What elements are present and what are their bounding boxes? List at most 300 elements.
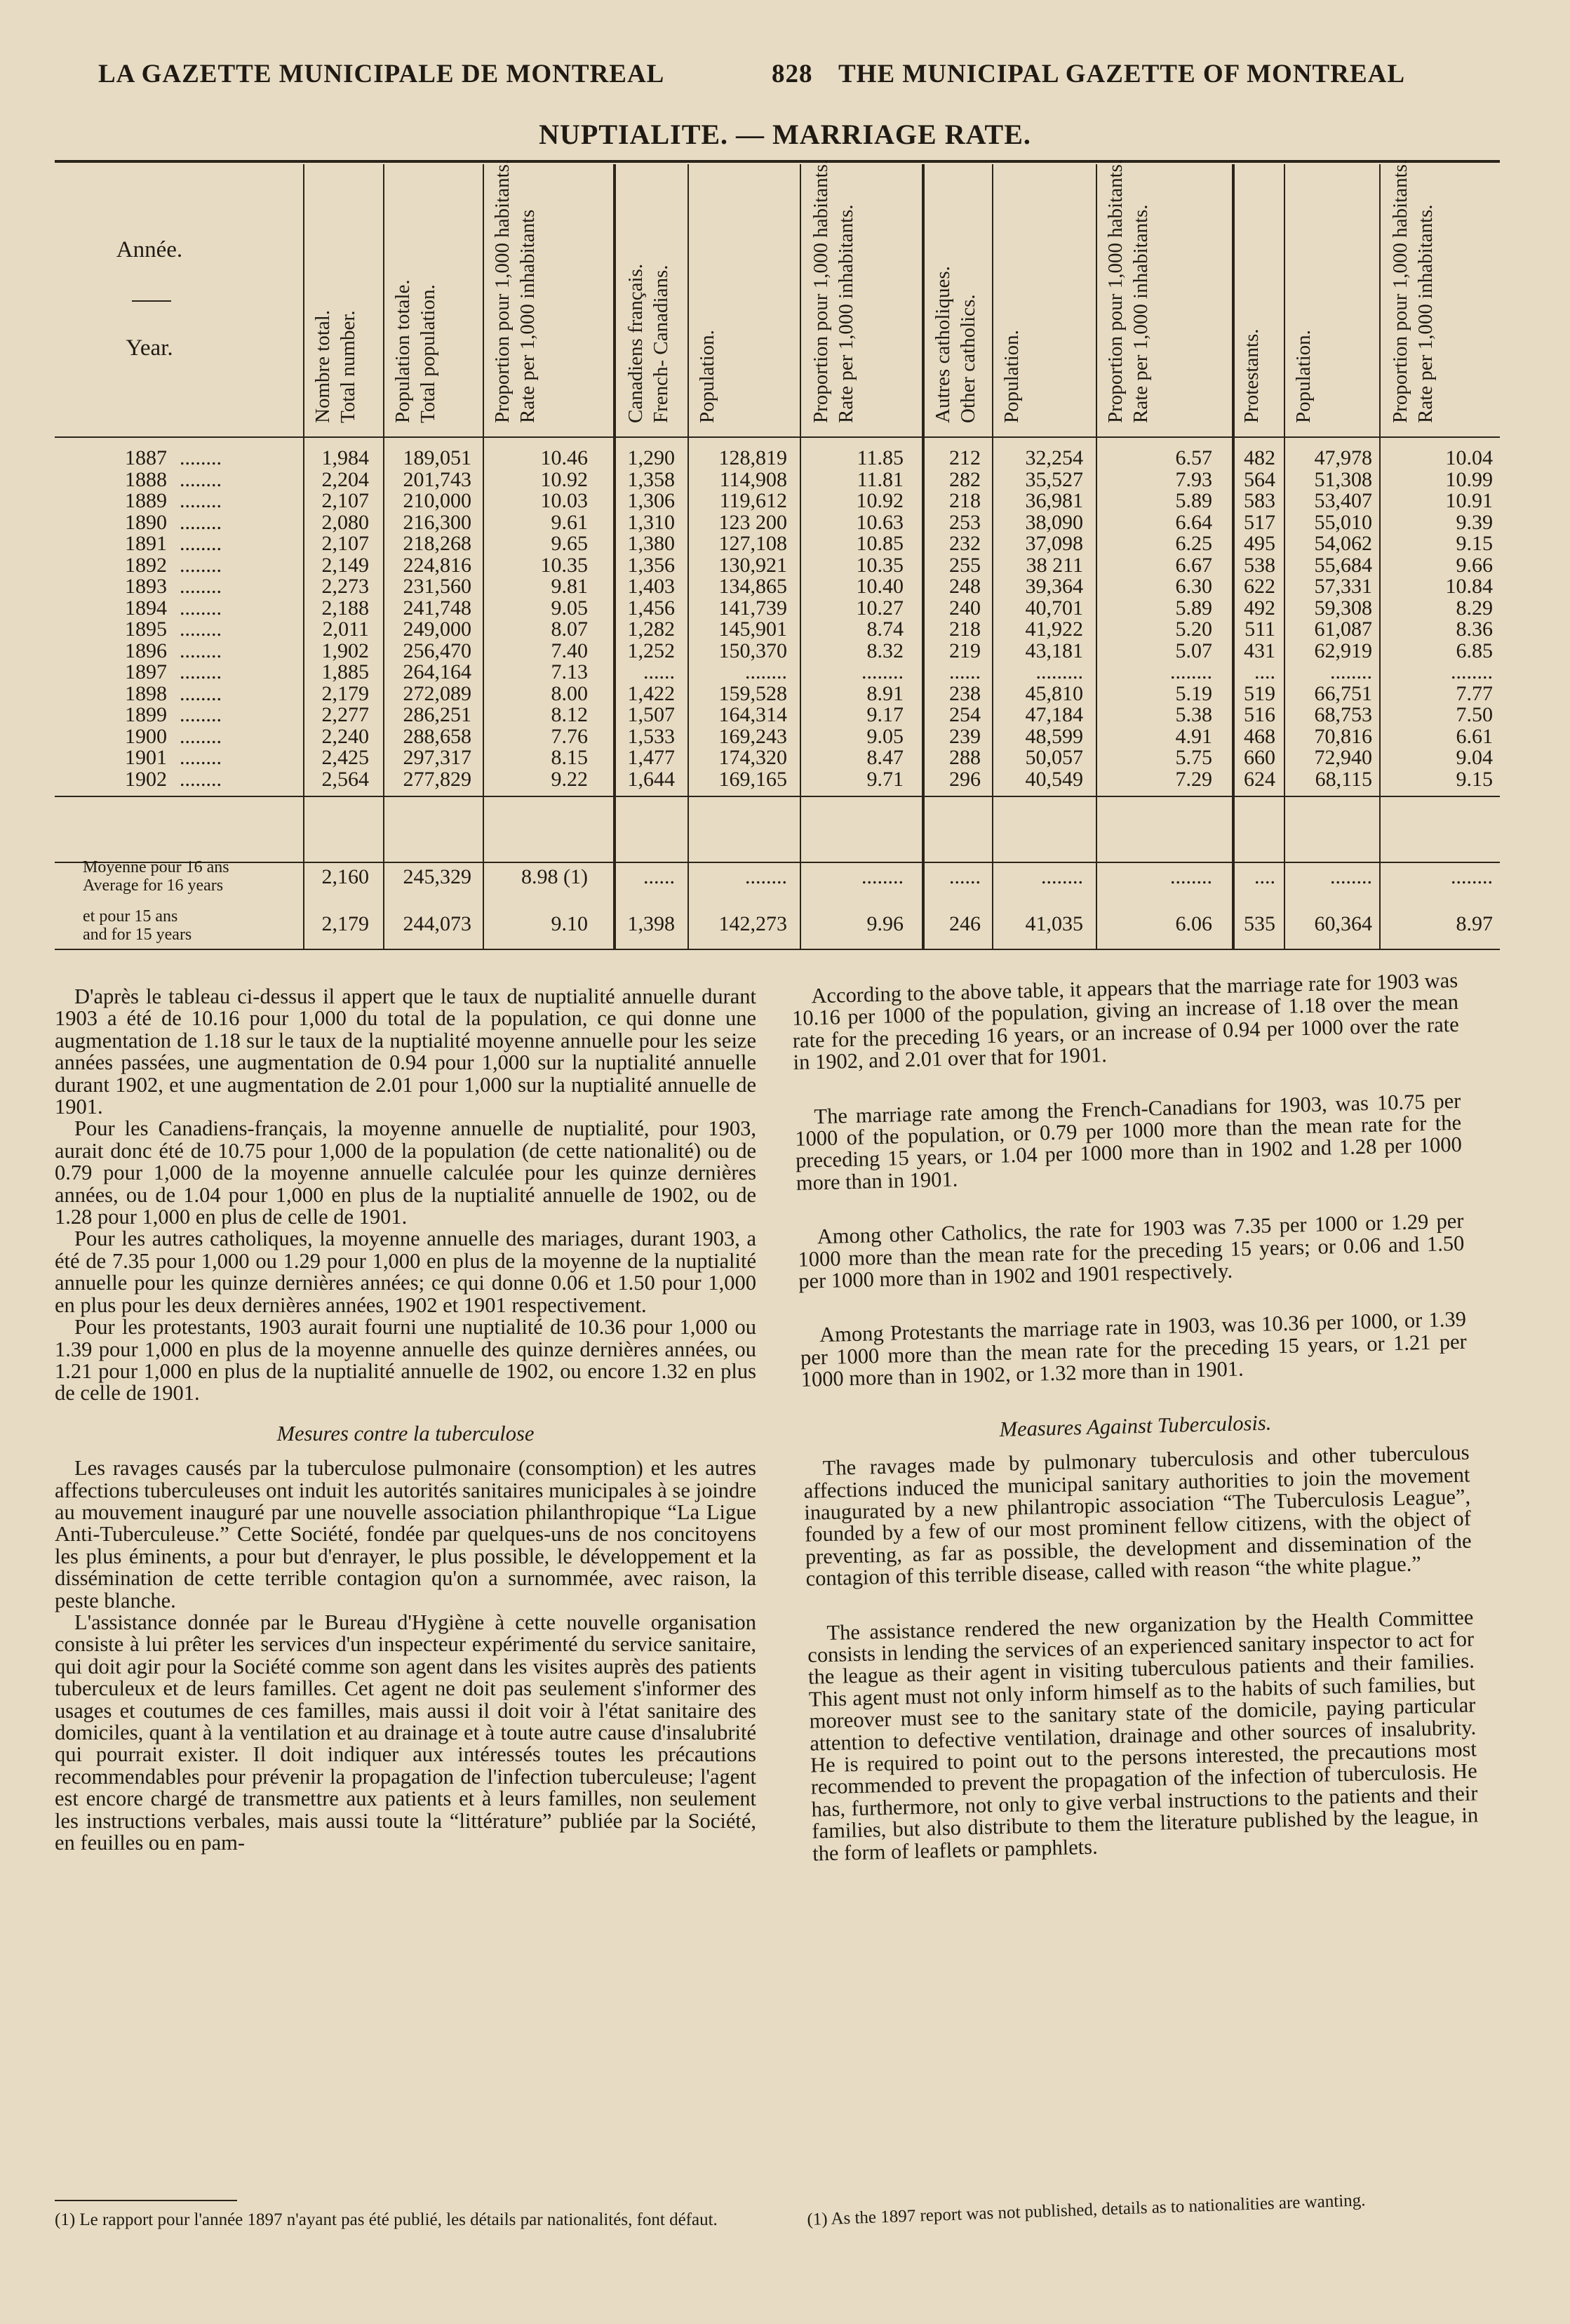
table-cell: 164,314 [718, 703, 787, 726]
table-cell: 9.05 [551, 596, 588, 620]
table-cell: 1,282 [627, 617, 675, 641]
table-cell: 6.85 [1456, 639, 1493, 662]
table-cell: 2,080 [321, 510, 369, 534]
table-cell: 119,612 [719, 489, 787, 512]
table-cell: 8.29 [1456, 596, 1493, 620]
table-cell: 1,310 [627, 510, 675, 534]
table-cell: 5.07 [1175, 639, 1212, 662]
column-header-fr: Proportion pour 1,000 habitants. [810, 159, 832, 423]
table-cell: 254 [949, 703, 981, 726]
table-cell: ........ [1330, 865, 1372, 888]
table-cell: 2,240 [321, 724, 369, 748]
table-cell: 47,978 [1314, 446, 1372, 469]
table-cell: 62,919 [1314, 639, 1372, 662]
table-cell: 511 [1244, 617, 1275, 641]
table-cell: 218 [949, 489, 981, 512]
column-header [1103, 58, 1159, 423]
table-cell: 40,549 [1025, 767, 1083, 791]
table-cell: 55,010 [1314, 510, 1372, 534]
table-cell: 1,456 [627, 596, 675, 620]
table-cell: 8.07 [551, 617, 588, 641]
table-cell: 9.04 [1456, 746, 1493, 769]
avg16-label-en: Average for 16 years [83, 876, 224, 895]
table-cell: 72,940 [1314, 746, 1372, 769]
table-cell: 8.15 [551, 746, 588, 769]
table-cell: 70,816 [1314, 724, 1372, 748]
table-cell: 10.35 [540, 553, 588, 577]
table-cell: 40,701 [1025, 596, 1083, 620]
table-cell: 7.29 [1175, 767, 1212, 791]
column-header [490, 58, 546, 423]
french-paragraph: Pour les Canadiens-français, la moyenne annuelle de nuptialité, pour 1903, aurait donc été de 10.75 pour 1,000 de la population (de cette nationalité) ou de 0.79 pour 1,000 de la moyenne annuelle calculée pour les quinze dernières années, ou de 1.04 pour 1,000 en plus de la nuptialité annuelle de 1902, ou de 1.28 pour 1,000 en plus de celle de 1901. [55, 1116, 756, 1229]
table-cell: 7.40 [551, 639, 588, 662]
table-cell: 8.47 [866, 746, 904, 769]
avg16-label [83, 858, 229, 895]
year-cell: 1892 [125, 553, 167, 577]
table-cell: 36,981 [1025, 489, 1083, 512]
leader-dots: ........ [180, 510, 222, 534]
table-cell: 431 [1244, 639, 1275, 662]
table-cell: 535 [1244, 912, 1275, 935]
table-cell: 201,743 [403, 467, 471, 491]
table-cell: 517 [1244, 510, 1275, 534]
table-cell: ........ [861, 660, 904, 683]
header-english-title: THE MUNICIPAL GAZETTE OF MONTREAL [838, 60, 1406, 88]
column-header-en: Total population. [417, 284, 439, 423]
table-cell: 5.20 [1175, 617, 1212, 641]
table-row [55, 769, 1500, 791]
table-cell: 9.17 [866, 703, 904, 726]
french-paragraph: Pour les autres catholiques, la moyenne annuelle des mariages, durant 1903, a été de 7.35 pour 1,000 ou 1.29 pour 1,000 en plus de la moyenne de la nuptialité annuelle pour les quinze dernières années; ce qui donne 0.06 et 1.50 pour 1,000 en plus pour les deux dernières années, 1902 et 1901 respectivement. [55, 1227, 756, 1317]
table-cell: 1,398 [627, 912, 675, 935]
table-cell: 1,902 [321, 639, 369, 662]
table-cell: 8.91 [866, 681, 904, 705]
table-cell: 7.13 [551, 660, 588, 683]
english-paragraph: The ravages made by pulmonary tuberculosis and other tuberculous affections induced the municipal sanitary authorities to join the movement inaugurated by a new philantropic association “The Tuberculosis League”, founded by a few of our most prominent fellow citizens, with the object of preventing, as far as possible, the development and dissemination of the contagion of this terrible disease, called with reason “the white plague.” [803, 1440, 1472, 1591]
table-cell: ........ [745, 865, 787, 888]
table-cell: 2,564 [321, 767, 369, 791]
table-row [55, 598, 1500, 620]
table-row [55, 555, 1500, 577]
table-cell: 288,658 [403, 724, 471, 748]
leader-dots: ........ [180, 681, 222, 705]
table-cell: 1,477 [627, 746, 675, 769]
column-header [1239, 58, 1295, 423]
table-cell: 37,098 [1025, 532, 1083, 555]
table-cell: 141,739 [718, 596, 787, 620]
table-cell: 9.39 [1456, 510, 1493, 534]
table-cell: 1,252 [627, 639, 675, 662]
table-cell: 6.57 [1175, 446, 1212, 469]
table-cell: 10.85 [856, 532, 904, 555]
table-cell: 9.10 [551, 912, 588, 935]
table-cell: 6.25 [1175, 532, 1212, 555]
table-cell: 174,320 [718, 746, 787, 769]
column-header-fr: Proportion pour 1,000 habitants. [491, 159, 514, 423]
avg16-label-fr: Moyenne pour 16 ans [83, 858, 229, 876]
leader-dots: ........ [180, 575, 222, 598]
table-cell: 253 [949, 510, 981, 534]
table-cell: 54,062 [1314, 532, 1372, 555]
english-paragraph: Among Protestants the marriage rate in 1903, was 10.36 per 1000, or 1.39 per 1000 more than the mean rate for the preceding 15 years, or 1.21 per 1000 more than in 1902, or 1.32 more than in 1901. [800, 1307, 1468, 1392]
column-header-fr: Population totale. [391, 279, 414, 423]
table-cell: 9.05 [866, 724, 904, 748]
table-row [55, 704, 1500, 726]
table-cell: 9.15 [1456, 767, 1493, 791]
french-paragraph: D'après le tableau ci-dessus il appert que le taux de nuptialité annuelle durant 1903 a été de 10.16 pour 1,000 du total de la population, ce qui donne une augmentation de 1.18 sur le taux de la nuptialité moyenne annuelle pour les seize années passées, une augmentation de 0.94 pour 1,000 sur la nuptialité annuelle durant 1902, et une augmentation de 2.01 pour 1,000 sur la nuptialité annuelle de 1901. [55, 984, 756, 1119]
table-cell: 9.81 [551, 575, 588, 598]
table-cell: 8.74 [866, 617, 904, 641]
year-cell: 1902 [125, 767, 167, 791]
body-bottom-rule [55, 796, 1500, 797]
table-cell: 232 [949, 532, 981, 555]
table-cell: 39,364 [1025, 575, 1083, 598]
header-bottom-rule [55, 436, 1500, 438]
table-cell: 519 [1244, 681, 1275, 705]
table-cell: 8.32 [866, 639, 904, 662]
table-cell: ........ [1170, 865, 1212, 888]
table-cell: 50,057 [1025, 746, 1083, 769]
column-header-en: French- Canadians. [650, 265, 672, 423]
leader-dots: ........ [180, 553, 222, 577]
table-cell: 482 [1244, 446, 1275, 469]
year-cell: 1901 [125, 746, 167, 769]
table-cell: 5.75 [1175, 746, 1212, 769]
year-cell: 1891 [125, 532, 167, 555]
english-paragraph: The marriage rate among the French-Canadians for 1903, was 10.75 per 1000 of the population, or 0.79 per 1000 more than the mean rate for the preceding 15 years, or 1.04 per 1000 more than in 1902 and 1.28 per 1000 more than in 1901. [794, 1088, 1463, 1195]
table-cell: 2,204 [321, 467, 369, 491]
leader-dots: ........ [180, 746, 222, 769]
table-cell: 145,901 [718, 617, 787, 641]
table-cell: 4.91 [1175, 724, 1212, 748]
table-cell: 2,277 [321, 703, 369, 726]
table-row [55, 662, 1500, 683]
table-cell: 9.15 [1456, 532, 1493, 555]
table-cell: 11.85 [857, 446, 904, 469]
column-header-en [1264, 58, 1289, 423]
table-cell: 10.40 [856, 575, 904, 598]
table-cell: 9.66 [1456, 553, 1493, 577]
table-cell: 59,308 [1314, 596, 1372, 620]
table-row [55, 619, 1500, 641]
leader-dots: ........ [180, 724, 222, 748]
table-cell: 142,273 [718, 912, 787, 935]
table-cell: 51,308 [1314, 467, 1372, 491]
table-cell: 66,751 [1314, 681, 1372, 705]
table-cell: 45,810 [1025, 681, 1083, 705]
table-cell: 55,684 [1314, 553, 1372, 577]
table-cell: 38,090 [1025, 510, 1083, 534]
column-header-en: Rate per 1,000 inhabitants. [1129, 204, 1152, 423]
table-cell: 9.22 [551, 767, 588, 791]
column-header-fr: Canadiens français. [624, 263, 647, 423]
table-cell: 11.81 [857, 467, 904, 491]
table-cell: 1,984 [321, 446, 369, 469]
leader-dots: ........ [180, 660, 222, 683]
table-cell: 47,184 [1025, 703, 1083, 726]
column-header-fr: Autres catholiques. [932, 266, 954, 423]
table-body [55, 448, 1500, 790]
marriage-rate-table [55, 160, 1500, 949]
french-subheading: Mesures contre la tuberculose [276, 1421, 535, 1445]
table-cell: 264,164 [403, 660, 471, 683]
table-cell: 7.77 [1456, 681, 1493, 705]
table-cell: 1,644 [627, 767, 675, 791]
table-cell: 218,268 [403, 532, 471, 555]
english-footnote: (1) As the 1897 report was not published, details as to nationalities are wanting. [807, 2191, 1366, 2229]
table-cell: 169,243 [718, 724, 787, 748]
table-cell: 9.96 [866, 912, 904, 935]
year-cell: 1896 [125, 639, 167, 662]
table-cell: 1,403 [627, 575, 675, 598]
table-row [55, 448, 1500, 469]
column-header-fr: Proportion pour 1,000 habitants. [1104, 159, 1127, 423]
table-cell: 130,921 [718, 553, 787, 577]
leader-dots: ........ [180, 767, 222, 791]
table-cell: 538 [1244, 553, 1275, 577]
column-header-en: Rate per 1,000 inhabitants [516, 209, 539, 423]
table-cell: 246 [949, 912, 981, 935]
avg-separator-rule [55, 862, 1500, 863]
table-cell: 189,051 [403, 446, 471, 469]
table-cell: 7.76 [551, 724, 588, 748]
table-cell: 249,000 [403, 617, 471, 641]
table-cell: 6.64 [1175, 510, 1212, 534]
leader-dots: ........ [180, 532, 222, 555]
year-cell: 1899 [125, 703, 167, 726]
year-cell: 1888 [125, 467, 167, 491]
table-cell: ...... [949, 865, 981, 888]
table-cell: ........ [1170, 660, 1212, 683]
french-footnote: (1) Le rapport pour l'année 1897 n'ayant pas été publié, les détails par nationalités, font défaut. [55, 2210, 718, 2229]
column-header-en [1316, 58, 1341, 423]
table-cell: 2,179 [321, 912, 369, 935]
table-cell: 296 [949, 767, 981, 791]
table-cell: 5.89 [1175, 596, 1212, 620]
table-cell: 8.00 [551, 681, 588, 705]
table-cell: 288 [949, 746, 981, 769]
table-cell: 2,273 [321, 575, 369, 598]
table-cell: 8.97 [1456, 912, 1493, 935]
table-cell: 48,599 [1025, 724, 1083, 748]
table-cell: 10.91 [1445, 489, 1493, 512]
table-cell: 255 [949, 553, 981, 577]
leader-dots: ........ [180, 467, 222, 491]
year-cell: 1890 [125, 510, 167, 534]
column-header-en: Rate per 1,000 inhabitants. [1414, 204, 1437, 423]
english-text-column [791, 970, 1480, 1897]
table-cell: 583 [1244, 489, 1275, 512]
table-cell: 53,407 [1314, 489, 1372, 512]
table-cell: 1,290 [627, 446, 675, 469]
table-cell: 1,380 [627, 532, 675, 555]
table-cell: ......... [1035, 660, 1083, 683]
table-cell: 622 [1244, 575, 1275, 598]
year-header-fr: Année. [116, 237, 183, 262]
column-header-fr: Proportion pour 1,000 habitants. [1389, 159, 1411, 423]
table-cell: 7.93 [1175, 467, 1212, 491]
table-row [55, 747, 1500, 769]
table-cell: 224,816 [403, 553, 471, 577]
table-cell: 286,251 [403, 703, 471, 726]
table-cell: ...... [643, 865, 675, 888]
english-paragraph: The assistance rendered the new organization by the Health Committee consists in lending the services of an experienced sanitary inspector to act for the league as their agent in visiting tuberculous patients and their families. This agent must not only inform himself as to the habits of such families, but moreover must see to the sanitary state of the domicile, paying particular attention to defective ventilation, drainage and other sources of insalubrity. He is required to point out to the persons interested, the precautions most recommended to prevent the propagation of the infection of tuberculosis. He has, furthermore, not only to give verbal instructions to the patients and their families, but also distribute to them the literature published by the league, in the form of leaflets or pamphlets. [807, 1605, 1479, 1866]
year-cell: 1893 [125, 575, 167, 598]
table-cell: 10.92 [856, 489, 904, 512]
table-cell: 2,149 [321, 553, 369, 577]
leader-dots: ........ [180, 703, 222, 726]
table-cell: 2,107 [321, 532, 369, 555]
avg15-label-en: and for 15 years [83, 926, 192, 944]
table-row [55, 726, 1500, 748]
page-title: NUPTIALITE. — MARRIAGE RATE. [539, 119, 1031, 150]
french-paragraph: Les ravages causés par la tuberculose pulmonaire (consomption) et les autres affections tuberculeuses ont induit les autorités sanitaires municipales à se joindre au mouvement inauguré par une nouvelle association philanthropique “La Ligue Anti-Tuberculeuse.” Cette Société, fondée par quelques-uns de nos concitoyens les plus éminents, a pour but d'enrayer, le plus possible, le développement et la dissémination de cette terrible contagion qu'on a surnommée, avec raison, la peste blanche. [55, 1456, 756, 1612]
table-cell: 159,528 [718, 681, 787, 705]
year-cell: 1898 [125, 681, 167, 705]
table-cell: 150,370 [718, 639, 787, 662]
column-header [695, 58, 751, 423]
column-header [999, 58, 1055, 423]
table-cell: 10.03 [540, 489, 588, 512]
column-header [808, 58, 864, 423]
table-cell: 32,254 [1025, 446, 1083, 469]
table-cell: ........ [1451, 660, 1493, 683]
column-header [1291, 58, 1347, 423]
table-row [55, 683, 1500, 705]
table-cell: 624 [1244, 767, 1275, 791]
table-cell: 1,422 [627, 681, 675, 705]
table-cell: 61,087 [1314, 617, 1372, 641]
french-paragraph: L'assistance donnée par le Bureau d'Hygiène à cette nouvelle organisation consiste à lui prêter les services d'un inspecteur expérimenté du service sanitaire, qui doit agir pour la Société comme son agent dans les visites auprès des patients tuberculeux et de leurs familles. Cet agent ne doit pas seulement s'informer des usages et coutumes de ces familles, mais aussi il doit voir à l'état sanitaire des domiciles, quant à la ventilation et au drainage et à toute autre cause d'insalubrité qui pourrait exister. Il doit indiquer aux intéressés toutes les précautions recommendables pour prévenir la propagation de l'infection tuberculeuse; l'agent est encore chargé de transmettre aux patients et à leurs familles, non seulement les instructions verbales, mais aussi toute la “littérature” publiée par la Société, en feuilles ou en pam- [55, 1610, 756, 1855]
english-paragraph: Among other Catholics, the rate for 1903 was 7.35 per 1000 or 1.29 per 1000 more than the mean rate for the preceding 15 years; or 0.06 and 1.50 per 1000 more than in 1902 and 1901 respectively. [798, 1208, 1465, 1293]
english-paragraph: According to the above table, it appears that the marriage rate for 1903 was 10.16 per 1000 of the population, giving an increase of 1.18 over the mean rate for the preceding 16 years, or an increase of 0.94 per 1000 over the rate in 1902, and 2.01 over that for 1901. [791, 968, 1460, 1075]
table-cell: 10.35 [856, 553, 904, 577]
table-cell: 238 [949, 681, 981, 705]
table-row [55, 576, 1500, 598]
table-cell: 6.06 [1175, 912, 1212, 935]
table-cell: 282 [949, 467, 981, 491]
column-header-en: Other catholics. [957, 294, 979, 423]
table-cell: 240 [949, 596, 981, 620]
column-header [390, 58, 446, 423]
table-cell: 660 [1244, 746, 1275, 769]
table-cell: 5.89 [1175, 489, 1212, 512]
table-cell: 9.61 [551, 510, 588, 534]
table-cell: 128,819 [718, 446, 787, 469]
leader-dots: ........ [180, 446, 222, 469]
table-row [55, 512, 1500, 534]
table-cell: 256,470 [403, 639, 471, 662]
table-cell: ........ [861, 865, 904, 888]
table-cell: 60,364 [1314, 912, 1372, 935]
table-cell: 10.46 [540, 446, 588, 469]
table-cell: 277,829 [403, 767, 471, 791]
table-cell: 10.27 [856, 596, 904, 620]
page-number: 828 [772, 60, 813, 88]
table-cell: 2,179 [321, 681, 369, 705]
avg15-label-fr: et pour 15 ans [83, 907, 178, 926]
table-cell: 210,000 [403, 489, 471, 512]
table-cell: 7.50 [1456, 703, 1493, 726]
table-cell: 564 [1244, 467, 1275, 491]
table-cell: 2,160 [321, 865, 369, 888]
table-bottom-rule [55, 949, 1500, 950]
table-cell: 231,560 [403, 575, 471, 598]
column-header [930, 58, 986, 423]
english-subheading: Measures Against Tuberculosis. [999, 1410, 1272, 1441]
table-cell: 8.36 [1456, 617, 1493, 641]
year-header-dash [132, 300, 171, 302]
table-cell: 212 [949, 446, 981, 469]
table-cell: 244,073 [403, 912, 471, 935]
year-cell: 1894 [125, 596, 167, 620]
table-cell: 68,115 [1315, 767, 1372, 791]
leader-dots: ........ [180, 639, 222, 662]
column-header-fr: Nombre total. [311, 309, 334, 423]
year-cell: 1897 [125, 660, 167, 683]
column-header-en: Rate per 1,000 inhabitants. [835, 204, 857, 423]
table-cell: 9.65 [551, 532, 588, 555]
table-cell: 8.98 (1) [521, 865, 588, 888]
table-cell: 6.61 [1456, 724, 1493, 748]
table-cell: 123 200 [718, 510, 787, 534]
column-header-fr: Protestants. [1240, 328, 1263, 423]
year-cell: 1889 [125, 489, 167, 512]
table-cell: 169,165 [718, 767, 787, 791]
table-cell: 272,089 [403, 681, 471, 705]
year-header-en: Year. [126, 335, 173, 361]
table-cell: 6.30 [1175, 575, 1212, 598]
table-cell: 1,358 [627, 467, 675, 491]
table-cell: 1,885 [321, 660, 369, 683]
table-cell: ...... [643, 660, 675, 683]
column-header-fr: Population. [696, 330, 718, 423]
column-header [310, 58, 366, 423]
table-cell: 10.63 [856, 510, 904, 534]
table-cell: 297,317 [403, 746, 471, 769]
table-cell: 1,356 [627, 553, 675, 577]
leader-dots: ........ [180, 617, 222, 641]
table-cell: 127,108 [718, 532, 787, 555]
french-paragraph: Pour les protestants, 1903 aurait fourni une nuptialité de 10.36 pour 1,000 ou 1.39 pour 1,000 en plus de la moyenne annuelle des quinze dernières années, ou 1.21 pour 1,000 en plus de la nuptialité annuelle de 1902, ou encore 1.32 en plus de celle de 1901. [55, 1315, 756, 1405]
table-cell: 492 [1244, 596, 1275, 620]
header-french-title: LA GAZETTE MUNICIPALE DE MONTREAL [98, 60, 665, 88]
table-cell: 219 [949, 639, 981, 662]
table-cell: .... [1254, 660, 1275, 683]
table-cell: 2,107 [321, 489, 369, 512]
table-cell: 9.71 [866, 767, 904, 791]
table-cell: 1,533 [627, 724, 675, 748]
leader-dots: ........ [180, 596, 222, 620]
table-cell: 10.99 [1445, 467, 1493, 491]
table-cell: 6.67 [1175, 553, 1212, 577]
table-cell: 8.12 [551, 703, 588, 726]
table-cell: ........ [1451, 865, 1493, 888]
table-cell: 2,425 [321, 746, 369, 769]
table-cell: ........ [1330, 660, 1372, 683]
table-cell: 1,306 [627, 489, 675, 512]
table-cell: 495 [1244, 532, 1275, 555]
table-cell: 10.84 [1445, 575, 1493, 598]
year-cell: 1887 [125, 446, 167, 469]
table-cell: 1,507 [627, 703, 675, 726]
table-cell: 35,527 [1025, 467, 1083, 491]
table-cell: 468 [1244, 724, 1275, 748]
french-text-column [55, 986, 756, 1854]
column-header-fr: Population. [1000, 330, 1023, 423]
column-header [623, 58, 679, 423]
table-cell: 216,300 [403, 510, 471, 534]
